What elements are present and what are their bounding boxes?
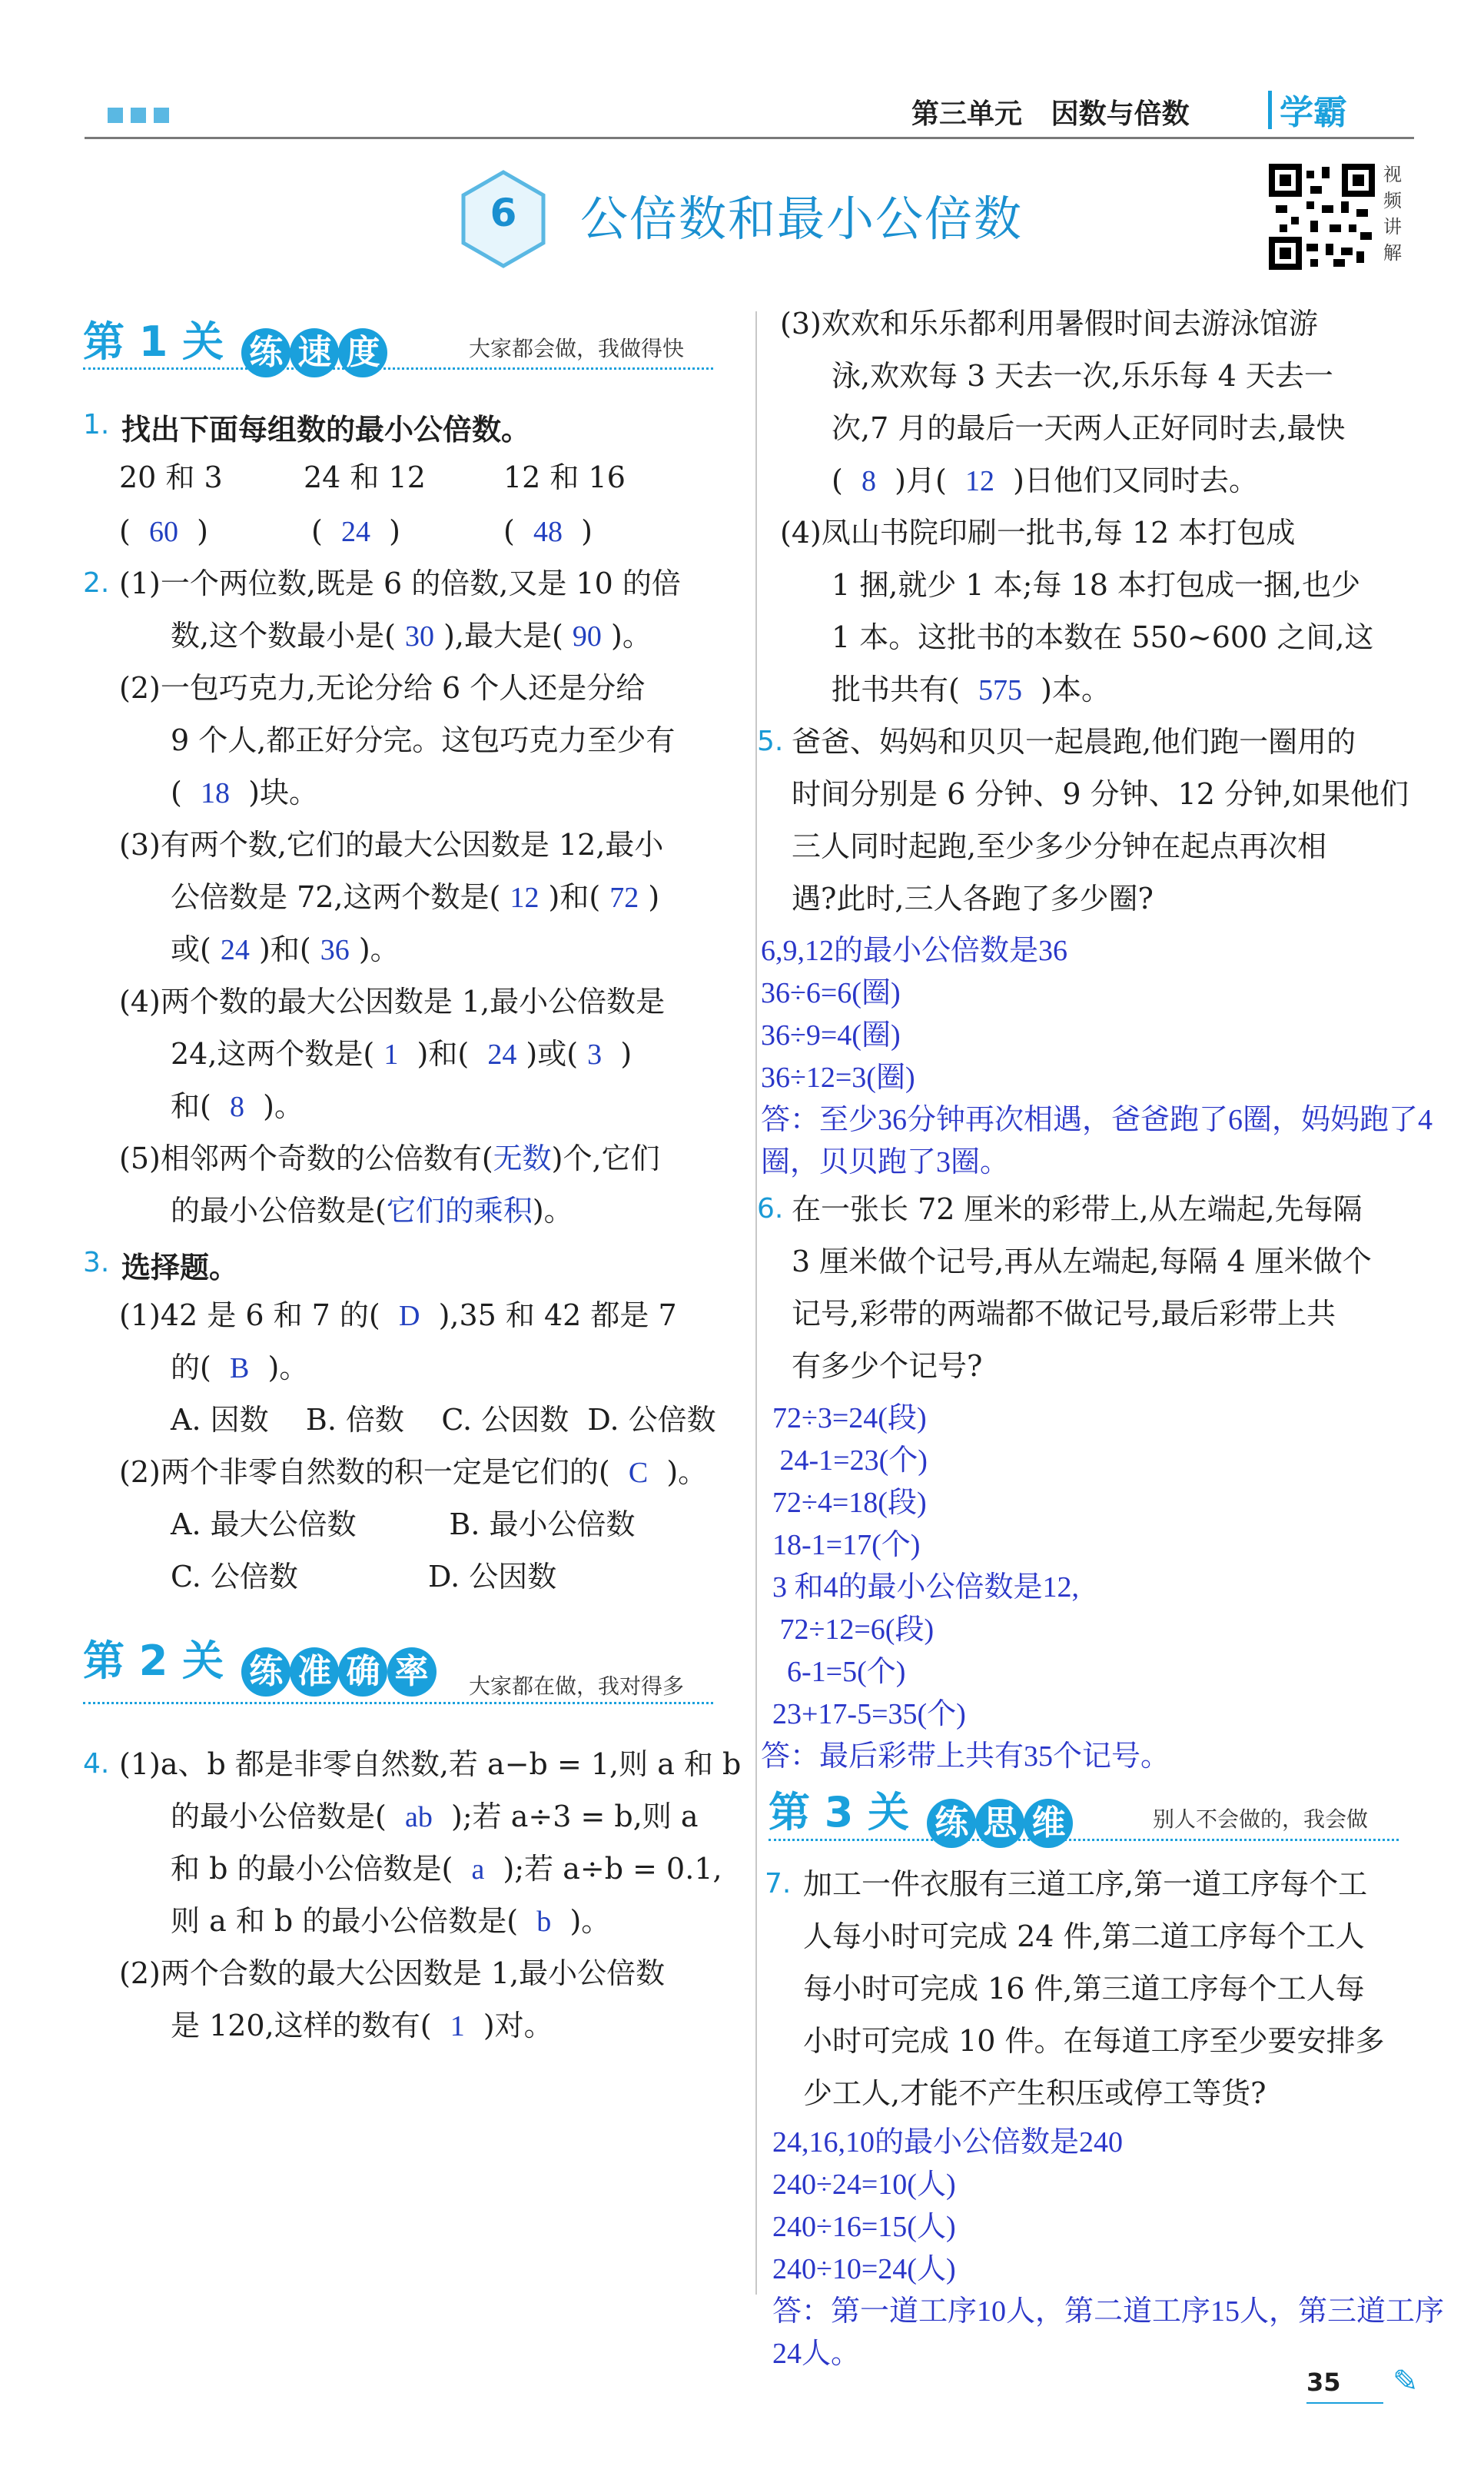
q5-line: 时间分别是 6 分钟、9 分钟、12 分钟,如果他们: [792, 777, 1409, 811]
q6-work: 3 和4的最小公倍数是12,: [772, 1571, 1080, 1604]
q1-title: 找出下面每组数的最小公倍数。: [121, 413, 531, 447]
q7-line: 小时可完成 10 件。在每道工序至少要安排多: [803, 2024, 1385, 2058]
section-3-name: 第 3 关: [769, 1788, 910, 1836]
q2-p5-line: 的最小公倍数是(它们的乘积)。: [171, 1194, 573, 1228]
q7-line: 少工人,才能不产生积压或停工等货?: [803, 2076, 1267, 2110]
q7-work: 24人。: [772, 2338, 861, 2370]
q2-p5-answer: 无数: [493, 1143, 552, 1175]
header-decoration: [108, 108, 177, 126]
q2-p3b-line: 次,7 月的最后一天两人正好同时去,最快: [832, 411, 1346, 445]
brand-logo: 学霸: [1280, 93, 1347, 132]
q6-line: 有多少个记号?: [792, 1349, 983, 1383]
q2-p4-answer: 24: [487, 1039, 517, 1071]
q1-pair: 12 和 16: [503, 460, 626, 494]
section-2-badge: 练: [241, 1647, 290, 1697]
section-3-badge: 维: [1024, 1799, 1073, 1848]
q2-p3-answer: 72: [609, 882, 639, 914]
q4-number: 4.: [83, 1748, 110, 1780]
q1-answer: 60: [148, 516, 178, 548]
q4-p2-line: 是 120,这样的数有( 1 )对。: [171, 2009, 553, 2042]
qr-code-icon[interactable]: [1268, 163, 1376, 271]
q5-work: 36÷12=3(圈): [761, 1062, 915, 1094]
q2-p4b-line: (4)凤山书院印刷一批书,每 12 本打包成: [780, 516, 1296, 550]
q5-work: 36÷6=6(圈): [761, 977, 901, 1009]
q5-line: 爸爸、妈妈和贝贝一起晨跑,他们跑一圈用的: [792, 725, 1356, 759]
section-3-badge: 思: [975, 1799, 1024, 1848]
q3-p1-answer: B: [230, 1352, 250, 1384]
q7-work: 240÷10=24(人): [772, 2253, 956, 2285]
q7-work: 24,16,10的最小公倍数是240: [772, 2126, 1124, 2159]
q1-answer: 24: [340, 516, 370, 548]
q2-p3-line: 或( 24 )和( 36 )。: [171, 932, 400, 966]
q2-p4-answer: 8: [230, 1091, 244, 1123]
q1-pair: 20 和 3: [119, 460, 223, 494]
q5-work: 答：至少36分钟再次相遇，爸爸跑了6圈，妈妈跑了4: [761, 1104, 1433, 1136]
q2-p5-answer: 它们的乘积: [386, 1195, 533, 1228]
q5-line: 三人同时起跑,至少多少分钟在起点再次相: [792, 829, 1327, 863]
section-3-banner: [769, 1780, 1068, 1848]
q1-pair: 24 和 12: [304, 460, 426, 494]
section-1-name: 第 1 关: [83, 317, 224, 366]
q2-p5-line: (5)相邻两个奇数的公倍数有(无数)个,它们: [119, 1142, 660, 1175]
q2-p4-answer: 1: [383, 1039, 399, 1071]
q3-p2-line: (2)两个非零自然数的积一定是它们的( C )。: [119, 1455, 708, 1489]
brand-divider: [1268, 91, 1272, 129]
q2-p3b-line: (3)欢欢和乐乐都利用暑假时间去游泳馆游: [780, 307, 1318, 341]
q1-answer-blank: ( 24 ): [311, 514, 400, 548]
q2-p4-line: (4)两个数的最大公因数是 1,最小公倍数是: [119, 985, 666, 1019]
q6-work: 24-1=23(个): [772, 1444, 928, 1477]
section-2-badge: 确: [338, 1647, 387, 1697]
q7-line: 加工一件衣服有三道工序,第一道工序每个工: [803, 1867, 1368, 1901]
section-1-badge: 度: [338, 328, 387, 377]
q6-line: 在一张长 72 厘米的彩带上,从左端起,先每隔: [792, 1192, 1363, 1226]
q2-p4b-line: 1 捆,就少 1 本;每 18 本打包成一捆,也少: [832, 568, 1361, 602]
page-number: 35: [1306, 2368, 1341, 2397]
q7-work: 240÷16=15(人): [772, 2211, 956, 2243]
column-divider: [755, 311, 757, 2295]
q2-p3-answer: 24: [220, 934, 250, 966]
section-2-slogan: 大家都在做，我对得多: [469, 1673, 685, 1699]
q2-p1-answer: 90: [572, 620, 602, 653]
q5-work: 36÷9=4(圈): [761, 1019, 901, 1052]
q6-line: 记号,彩带的两端都不做记号,最后彩带上共: [792, 1297, 1336, 1331]
q3-p1-line: (1)42 是 6 和 7 的( D ),35 和 42 都是 7: [119, 1298, 677, 1332]
q2-p3b-answer: 12: [965, 465, 994, 497]
q4-p1-line: 和 b 的最小公倍数是( a );若 a÷b = 0.1,: [171, 1852, 722, 1886]
unit-title: 第三单元 因数与倍数: [911, 98, 1190, 130]
q2-p4-answer: 3: [587, 1039, 603, 1071]
q1-answer-blank: ( 60 ): [119, 514, 208, 548]
q7-work: 答：第一道工序10人，第二道工序15人，第三道工序: [772, 2295, 1445, 2328]
q6-line: 3 厘米做个记号,再从左端起,每隔 4 厘米做个: [792, 1245, 1372, 1278]
section-3-slogan: 别人不会做的，我会做: [1153, 1806, 1369, 1832]
section-2-name: 第 2 关: [83, 1637, 224, 1685]
q4-p2-line: (2)两个合数的最大公因数是 1,最小公倍数: [119, 1956, 666, 1990]
q6-number: 6.: [757, 1193, 784, 1225]
section-3-rule: [769, 1839, 1399, 1841]
q2-p1-answer: 30: [405, 620, 434, 653]
section-2-badge: 准: [290, 1647, 339, 1697]
section-1-badge: 练: [241, 328, 290, 377]
q3-p1-line: 的( B )。: [171, 1351, 309, 1384]
q4-p1-answer: ab: [405, 1801, 433, 1833]
q2-p2-line: 9 个人,都正好分完。这包巧克力至少有: [171, 723, 676, 757]
q5-work: 6,9,12的最小公倍数是36: [761, 935, 1068, 967]
section-2-banner: [83, 1628, 432, 1697]
q7-line: 每小时可完成 16 件,第三道工序每个工人每: [803, 1972, 1365, 2006]
q2-p2-line: (2)一包巧克力,无论分给 6 个人还是分给: [119, 671, 646, 705]
q2-p1-line: 数,这个数最小是( 30 ),最大是( 90 )。: [171, 619, 652, 653]
q2-number: 2.: [83, 567, 110, 599]
q6-work: 72÷3=24(段): [772, 1402, 927, 1434]
q6-work: 72÷4=18(段): [772, 1487, 927, 1519]
section-2-badge: 率: [387, 1647, 437, 1697]
q2-p4b-line: 批书共有( 575 )本。: [832, 673, 1111, 706]
q2-p1-line: (1)一个两位数,既是 6 的倍数,又是 10 的倍: [119, 567, 681, 600]
q3-p2-options: A. 最大公倍数 B. 最小公倍数: [171, 1507, 636, 1541]
q6-work: 72÷12=6(段): [772, 1614, 935, 1646]
q2-p3b-line: ( 8 )月( 12 )日他们又同时去。: [832, 464, 1258, 497]
q2-p3-line: (3)有两个数,它们的最大公因数是 12,最小: [119, 828, 664, 862]
section-1-rule: [83, 367, 713, 370]
q3-p1-options: A. 因数 B. 倍数 C. 公因数 D. 公倍数: [171, 1403, 716, 1437]
q2-p3-line: 公倍数是 72,这两个数是( 12 )和( 72 ): [171, 880, 660, 914]
section-2-rule: [83, 1702, 713, 1704]
q2-p4b-answer: 575: [978, 674, 1022, 706]
q6-work: 6-1=5(个): [772, 1656, 906, 1688]
q5-work: 圈，贝贝跑了3圈。: [761, 1146, 1010, 1178]
q1-answer: 48: [533, 516, 563, 548]
q2-p4b-line: 1 本。这批书的本数在 550~600 之间,这: [832, 620, 1374, 654]
q4-p1-line: 的最小公倍数是( ab );若 a÷3 = b,则 a: [171, 1800, 699, 1833]
page-number-rule: [1306, 2402, 1383, 2404]
section-1-slogan: 大家都会做，我做得快: [469, 336, 685, 361]
qr-label: 视频讲解: [1383, 164, 1402, 264]
q1-answer-blank: ( 48 ): [503, 514, 593, 548]
q3-number: 3.: [83, 1247, 110, 1278]
q2-p3b-answer: 8: [862, 465, 876, 497]
q3-p2-options: C. 公倍数 D. 公因数: [171, 1560, 557, 1594]
q2-p2-line: ( 18 )块。: [171, 776, 318, 809]
q2-p2-answer: 18: [200, 777, 230, 809]
q5-line: 遇?此时,三人各跑了多少圈?: [792, 882, 1154, 916]
q6-work: 18-1=17(个): [772, 1529, 921, 1561]
q2-p3-answer: 36: [320, 934, 350, 966]
q4-p1-answer: b: [536, 1906, 552, 1938]
q3-title: 选择题。: [121, 1251, 239, 1285]
q3-p1-answer: D: [398, 1300, 420, 1332]
q3-p2-answer: C: [628, 1457, 649, 1489]
q7-line: 人每小时可完成 24 件,第二道工序每个工人: [803, 1919, 1365, 1953]
q5-number: 5.: [757, 726, 784, 757]
q7-number: 7.: [765, 1868, 792, 1899]
q4-p1-line: (1)a、b 都是非零自然数,若 a−b = 1,则 a 和 b: [119, 1747, 742, 1781]
section-1-badge: 速: [290, 328, 339, 377]
q2-p3b-line: 泳,欢欢每 3 天去一次,乐乐每 4 天去一: [832, 359, 1333, 393]
q2-p3-answer: 12: [510, 882, 539, 914]
q7-work: 240÷24=10(人): [772, 2169, 956, 2201]
pencil-icon: ✎: [1393, 2364, 1419, 2399]
q6-work: 答：最后彩带上共有35个记号。: [761, 1740, 1170, 1773]
lesson-title: 公倍数和最小公倍数: [580, 191, 1024, 247]
q4-p2-answer: 1: [450, 2010, 465, 2042]
q2-p4-line: 24,这两个数是( 1 )和( 24 )或( 3 ): [171, 1037, 632, 1071]
header-rule: [85, 137, 1414, 139]
q2-p4-line: 和( 8 )。: [171, 1089, 304, 1123]
lesson-number: 6: [490, 191, 517, 235]
q4-p1-line: 则 a 和 b 的最小公倍数是( b )。: [171, 1904, 611, 1938]
q4-p1-answer: a: [471, 1853, 485, 1886]
section-3-badge: 练: [927, 1799, 976, 1848]
q6-work: 23+17-5=35(个): [772, 1698, 966, 1730]
q1-number: 1.: [83, 409, 110, 440]
